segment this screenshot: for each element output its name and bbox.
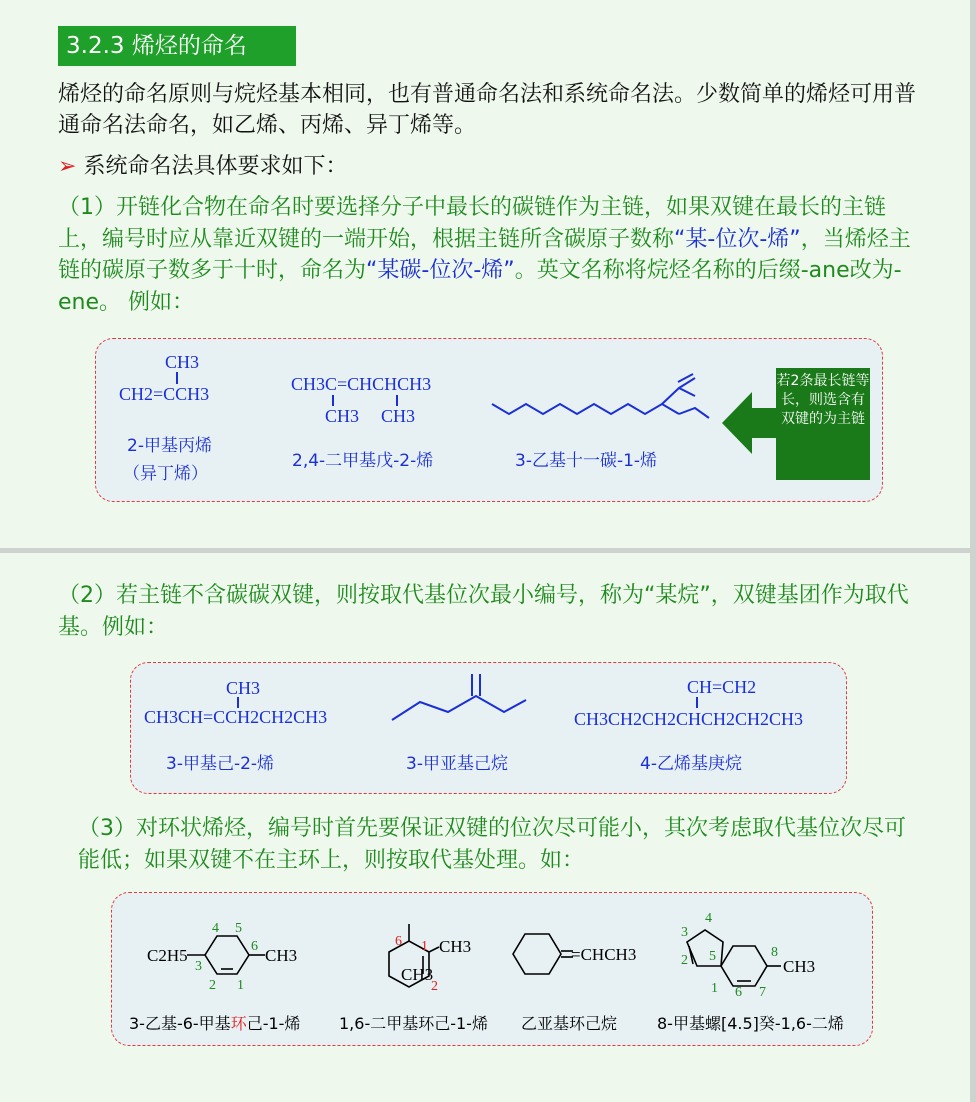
ex3-chain [492,404,679,414]
r3-name: 乙亚基环己烷 [521,1014,618,1033]
ex2-sub-2: CH3 [381,406,416,426]
svg-text:5: 5 [235,921,242,936]
rule-1-text-c: 。英文名称将烷烃名称的后缀-ane改为-ene。 例如： [58,258,902,315]
svg-text:4: 4 [212,921,219,936]
r3-ring [513,934,561,974]
ex5-chain [392,696,526,720]
r1-name-a: 3-乙基-6-甲基 [129,1014,231,1033]
r2-ch3-top: CH3 [401,965,434,984]
intro-paragraph: 烯烃的命名原则与烷烃基本相同，也有普通命名法和系统命名法。少数简单的烯烃可用普通命名法命名，如乙烯、丙烯、异丁烯等。 [58,82,917,138]
svg-text:7: 7 [759,985,766,1000]
ex6-name: 4-乙烯基庚烷 [640,754,742,774]
ex1-alias: （异丁烯） [123,464,208,484]
svg-text:4: 4 [705,911,712,926]
r1-ch3: CH3 [265,946,298,965]
ex6-formula: CH3CH2CH2CHCH2CH2CH3 [574,709,804,729]
ex2-name: 2,4-二甲基戊-2-烯 [292,451,434,471]
examples-svg-2 [130,662,845,792]
rule-3-paragraph: （3）对环状烯烃，编号时首先要保证双键的位次尽可能小，其次考虑取代基位次尽可能低；如果双键不在主环上，则按取代基处理。如： [78,816,906,873]
ex1-ch3: CH3 [165,352,200,372]
r2-name: 1,6-二甲基环己-1-烯 [339,1014,488,1033]
svg-text:1: 1 [421,939,428,954]
svg-text:8: 8 [771,945,778,960]
r4-name: 8-甲基螺[4.5]癸-1,6-二烯 [657,1014,844,1033]
svg-text:3: 3 [681,925,688,940]
rule-2-paragraph: （2）若主链不含碳碳双键，则按取代基位次最小编号，称为“某烷”，双键基团作为取代基。例如： [58,583,909,640]
examples-svg-3 [111,892,871,1044]
ex3-name: 3-乙基十一碳-1-烯 [515,451,658,471]
slide-2 [0,553,970,1102]
rule-1-paragraph [58,192,924,318]
rule-1-text-b: ，当烯烃主链的碳原子数多于十时，命名为 [58,226,911,283]
svg-text:1: 1 [237,978,244,993]
ex4-ch3: CH3 [226,678,261,698]
ex3-vinyl [662,388,695,404]
r1-c2h5: C2H5 [147,946,188,965]
rule-1-term-b: “某碳-位次-烯” [366,258,515,283]
r2-ch3: CH3 [439,937,472,956]
svg-text:2: 2 [209,978,216,993]
ex4-name: 3-甲基己-2-烯 [166,754,275,774]
ex6-top: CH=CH2 [687,677,757,697]
examples-svg-1 [95,338,795,500]
r1-name [129,1014,300,1033]
svg-text:3: 3 [195,959,202,974]
svg-text:2: 2 [431,979,438,994]
r1-name-c: 己-1-烯 [246,1014,301,1033]
svg-text:6: 6 [395,934,402,949]
svg-text:2: 2 [681,953,688,968]
ex1-formula: CH2=CCH3 [119,384,210,404]
section-title: 3.2.3 烯烃的命名 [58,26,296,66]
ex3-ethyl [679,408,709,418]
r3-sub: =CHCH3 [571,945,637,964]
bullet-text: 系统命名法具体要求如下： [83,154,348,179]
rule-1-term-a: “某-位次-烯” [674,226,801,252]
slide-1 [0,0,970,548]
svg-text:6: 6 [251,939,258,954]
r4-ch3: CH3 [783,957,816,976]
note-box: 若2条最长链等长，则选含有双键的为主链 [776,368,870,480]
svg-text:1: 1 [711,981,718,996]
ex2-sub-1: CH3 [325,406,360,426]
svg-text:6: 6 [735,985,742,1000]
r1-name-b: 环 [230,1014,247,1033]
ex1-name: 2-甲基丙烯 [127,436,212,456]
ex4-formula: CH3CH=CCH2CH2CH3 [144,707,328,727]
rule-1-text-a: （1）开链化合物在命名时要选择分子中最长的碳链作为主链，如果双键在最长的主链上，编号时应从靠近双键的一端开始，根据主链所含碳原子数称 [58,195,886,252]
ex5-name: 3-甲亚基己烷 [406,754,508,774]
ex2-formula: CH3C=CHCHCH3 [291,374,432,394]
r4-ring-large [721,946,767,986]
bullet-arrow-icon: ➢ [58,154,77,179]
left-arrow-icon [722,392,778,454]
bullet-line [58,151,928,182]
r2-right-bond [429,947,439,952]
svg-text:5: 5 [709,949,716,964]
